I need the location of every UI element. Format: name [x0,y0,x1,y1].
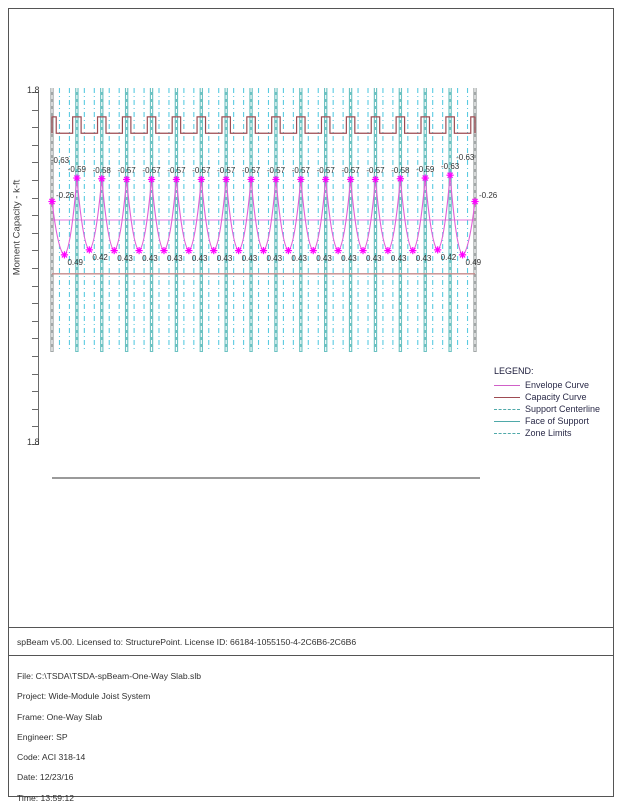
envelope-marker-negative [73,174,80,181]
positive-moment-label: 0.43 [191,253,208,263]
positive-moment-label: 0.43 [266,253,283,263]
positive-moment-label: 0.43 [241,253,258,263]
legend [494,366,618,439]
capacity-curve-negative [52,117,475,133]
info-row-date: Date: 12/23/16 [17,772,74,783]
legend-item [494,403,618,415]
negative-moment-label: -0.57 [192,166,211,176]
envelope-marker-negative [471,198,478,205]
negative-moment-label: -0.58 [391,165,410,175]
envelope-marker-negative [173,176,180,183]
envelope-marker-negative [447,172,454,179]
y-axis-tick [32,321,39,322]
positive-moment-label: 0.43 [142,253,158,263]
negative-moment-label: -0.59 [416,165,435,175]
y-axis-tick [32,127,39,128]
negative-moment-label-end: -0.63 [456,153,475,163]
legend-swatch [494,397,520,398]
legend-label: Envelope Curve [525,380,590,390]
legend-swatch [494,385,520,386]
negative-moment-label: -0.57 [341,166,360,176]
positive-moment-label: 0.43 [390,253,407,263]
y-axis-tick [32,268,39,269]
license-text: spBeam v5.00. Licensed to: StructurePoint. License ID: 66184-1055150-4-2C6B6-2C6B6 [17,636,357,647]
info-row-project: Project: Wide-Module Joist System [17,691,151,702]
positive-moment-label: 0.43 [117,253,133,263]
info-row-time: Time: 13:59:12 [17,792,75,803]
info-row-code: Code: ACI 318-14 [17,752,86,763]
negative-moment-label: -0.57 [316,166,335,176]
positive-moment-label: 0.42 [440,252,457,262]
y-axis-tick [32,426,39,427]
negative-moment-label: -0.57 [291,166,310,176]
envelope-marker-negative [372,176,379,183]
positive-moment-label: 0.49 [465,257,482,267]
envelope-marker-negative [148,176,155,183]
envelope-marker-negative [247,176,254,183]
y-axis-tick [32,250,39,251]
info-row-frame: Frame: One-Way Slab [17,711,103,722]
y-axis-tick [32,198,39,199]
negative-moment-label: -0.57 [142,166,161,176]
positive-moment-label: 0.42 [92,252,108,262]
negative-moment-label: -0.57 [117,166,136,176]
envelope-marker-negative [123,176,130,183]
y-axis-tick [32,233,39,234]
envelope-marker-negative [198,176,205,183]
positive-moment-label: 0.43 [216,253,233,263]
envelope-marker-negative [397,175,404,182]
negative-moment-label: -0.57 [266,166,286,176]
legend-label: Zone Limits [525,428,572,438]
plot-region [50,92,498,348]
envelope-marker-negative [98,175,105,182]
legend-item [494,379,618,391]
negative-moment-label: -0.26 [56,190,75,200]
envelope-marker-negative [322,176,329,183]
y-axis-tick [32,286,39,287]
positive-moment-label: 0.49 [67,257,84,267]
positive-moment-label: 0.43 [291,253,307,263]
legend-swatch [494,409,520,410]
envelope-marker-negative [422,174,429,181]
negative-moment-label-end: -0.63 [50,156,70,166]
negative-moment-label: -0.63 [440,162,460,172]
info-row-engineer: Engineer: SP [17,731,68,742]
envelope-marker-negative [297,176,304,183]
negative-moment-label: -0.59 [67,165,86,175]
envelope-curve [52,175,475,255]
y-axis-tick [32,338,39,339]
negative-moment-label: -0.26 [479,190,498,200]
positive-moment-label: 0.43 [166,253,183,263]
positive-moment-label: 0.43 [341,253,357,263]
envelope-marker-negative [272,176,279,183]
plot-svg [52,92,475,348]
negative-moment-label: -0.57 [217,166,236,176]
y-axis-top-label: 1.8 [27,85,40,95]
y-axis-tick [32,374,39,375]
legend-item [494,391,618,403]
legend-item [494,415,618,427]
negative-moment-label: -0.57 [241,166,261,176]
negative-moment-label: -0.57 [366,166,385,176]
positive-moment-label: 0.43 [316,253,332,263]
legend-swatch [494,433,520,434]
envelope-marker-negative [48,198,55,205]
y-axis-tick [32,356,39,357]
horizontal-rule [52,477,480,479]
negative-moment-label: -0.57 [167,166,186,176]
info-row-file: File: C:\TSDA\TSDA-spBeam-One-Way Slab.slb [17,671,202,681]
legend-label: Face of Support [525,416,590,426]
y-axis-tick [32,162,39,163]
project-info-block [8,656,614,803]
y-axis-tick [32,180,39,181]
positive-moment-label: 0.43 [366,253,382,263]
y-axis-tick [32,110,39,111]
y-axis-tick [32,391,39,392]
y-axis-tick [32,215,39,216]
legend-item [494,427,618,439]
positive-moment-label: 0.43 [415,253,432,263]
license-bar [8,627,614,656]
y-axis-tick [32,303,39,304]
legend-swatch [494,421,520,422]
legend-title: LEGEND: [494,366,534,376]
envelope-marker-negative [347,176,354,183]
legend-label: Capacity Curve [525,392,587,402]
negative-moment-label: -0.58 [92,165,111,175]
y-axis-title: Moment Capacity - k-ft [11,179,23,276]
y-axis-bottom-label: 1.8 [27,437,40,447]
envelope-marker-negative [223,176,230,183]
y-axis-tick [32,145,39,146]
legend-label: Support Centerline [525,404,601,414]
y-axis-tick [32,409,39,410]
